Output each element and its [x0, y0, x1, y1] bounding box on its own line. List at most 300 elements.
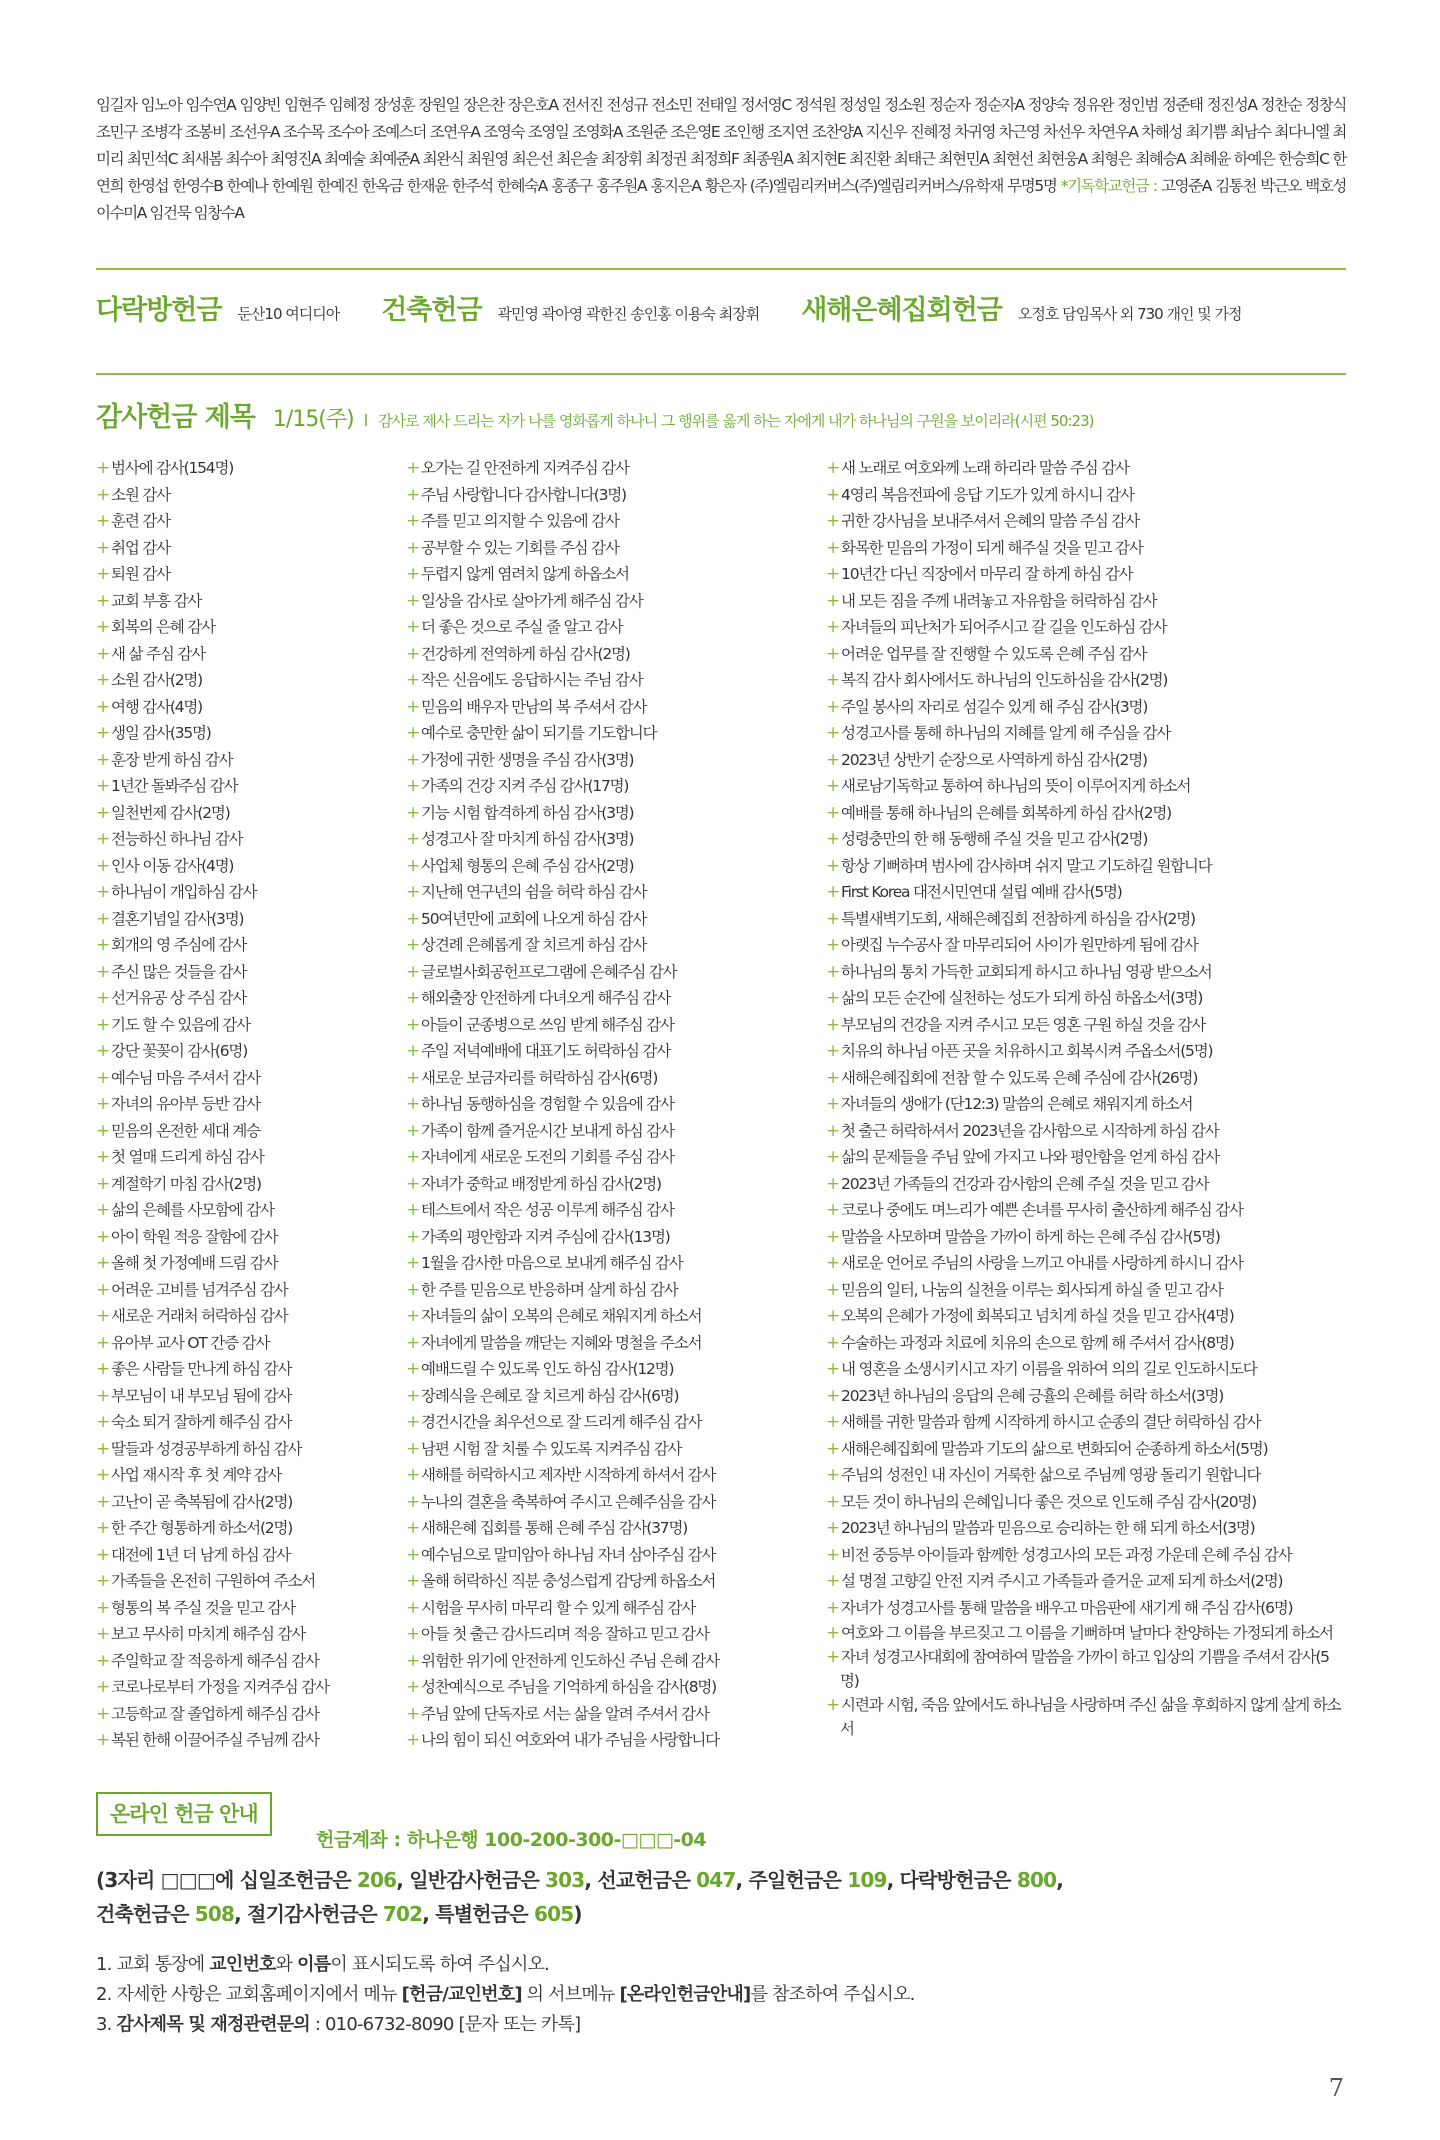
category-title-darakbang: 다락방헌금 [96, 295, 222, 326]
donor-names [96, 92, 1346, 227]
donor-list: 임길자 임노아 임수연A 임양빈 임현주 임혜정 장성훈 장원일 장은찬 장은호A 전서진 전성규 전소민 전태일 정서영C 정석원 정성일 정소원 정순자 정순자A 정양숙 정유완 정인범 정준태 정진성A 정찬순 정창식 조민구 조병각 조봉비 조선우A 조수목 조수아 조예스더 조연우A 조영숙 조영일 조영화A 조원준 조은영E 조인행 조지연 조찬양A 지신우 진혜정 차귀영 차근영 차선우 차연우A 차해성 최기쁨 최남수 최다니엘 최미리 최민석C 최새봄 최수아 최영진A 최예술 최예준A 최완식 최원영 최은선 최은솔 최장휘 최정권 최정희F 최종원A 최지현E 최진환 최태근 최현민A 최현선 최현웅A 최형은 최혜승A 최혜윤 하예은 한승희C 한연희 한영섭 한영수B 한예나 한예원 한예진 한옥금 한재윤 한주석 한혜숙A 홍종구 홍주원A 홍지은A 황은자 (주)엘림리커버스(주)엘림리커버스/유학재 무명5명 [96, 96, 1346, 195]
thanks-item-text: 두렵지 않게 염려치 않게 하옵소서 [421, 565, 629, 583]
plus-icon: + [96, 1518, 110, 1538]
plus-icon: + [826, 696, 840, 717]
thanks-item [826, 1409, 1346, 1436]
plus-icon: + [406, 1465, 420, 1485]
plus-icon: + [826, 802, 840, 823]
thanks-item [406, 482, 806, 509]
thanks-item-text: 성경고사를 통해 하나님의 지혜를 알게 해 주심을 감사 [841, 724, 1171, 742]
thanks-item [406, 1462, 806, 1489]
thanks-item [826, 1330, 1346, 1357]
plus-icon: + [96, 1624, 110, 1644]
thanks-item [96, 694, 386, 721]
thanks-item-text: First Korea 대전시민연대 설립 예배 감사(5명) [841, 883, 1122, 901]
thanks-item-text: 자녀들의 생애가 (단12:3) 말씀의 은혜로 채워지게 하소서 [841, 1095, 1193, 1113]
thanks-item [406, 1330, 806, 1357]
plus-icon: + [96, 1438, 110, 1459]
plus-icon: + [96, 670, 110, 690]
thanks-item-text: 코로나로부터 가정을 지켜주심 감사 [111, 1678, 329, 1696]
plus-icon: + [826, 1147, 840, 1167]
thanks-item [406, 1356, 806, 1383]
plus-icon: + [406, 1306, 420, 1326]
thanks-item [96, 1462, 386, 1489]
thanks-item [96, 1277, 386, 1304]
thanks-item-text: 자녀에게 새로운 도전의 기회를 주심 감사 [421, 1148, 674, 1166]
codes-text: 건축헌금은 [96, 1902, 195, 1926]
thanks-item [826, 720, 1346, 747]
thanks-item [96, 932, 386, 959]
thanks-item-text: 자녀들의 피난처가 되어주시고 갈 길을 인도하심 감사 [841, 618, 1167, 636]
note-item: 2. 자세한 사항은 교회홈페이지에서 메뉴 [헌금/교인번호] 의 서브메뉴 [온라인헌금안내]를 참조하여 주십시오. [96, 1984, 915, 2005]
thanks-item-text: 10년간 다닌 직장에서 마무리 잘 하게 하심 감사 [841, 565, 1133, 583]
plus-icon: + [826, 1226, 840, 1247]
thanks-item-text: 취업 감사 [111, 538, 170, 557]
thanks-item-text: 퇴원 감사 [111, 565, 170, 583]
thanks-item-text: 오복의 은혜가 가정에 회복되고 넘치게 하실 것을 믿고 감사(4명) [841, 1307, 1234, 1325]
plus-icon: + [826, 643, 840, 664]
plus-icon: + [96, 749, 110, 770]
thanks-item-text: 믿음의 온전한 세대 계승 [111, 1121, 260, 1140]
plus-icon: + [826, 1279, 840, 1300]
plus-icon: + [96, 1571, 110, 1591]
thanks-item-text: 주일학교 잘 적응하게 해주심 감사 [111, 1651, 319, 1670]
thanks-item [826, 1038, 1346, 1065]
thanks-item-text: 기도 할 수 있음에 감사 [111, 1015, 250, 1034]
thanks-item [406, 535, 806, 562]
thanks-item-text: 남편 시험 잘 치룰 수 있도록 지켜주심 감사 [421, 1439, 682, 1458]
thanks-item-text: 시련과 시험, 죽음 앞에서도 하나님을 사랑하며 주신 삶을 후회하지 않게 살게 하소서 [840, 1696, 1341, 1738]
thanks-item [406, 1303, 806, 1330]
thanks-item [96, 1330, 386, 1357]
thanks-item [826, 985, 1346, 1012]
thanks-item [96, 482, 386, 509]
plus-icon: + [96, 1067, 110, 1088]
thanks-item [96, 720, 386, 747]
thanks-item [826, 1462, 1346, 1489]
thanks-item [826, 482, 1346, 509]
thanks-item-text: 주를 믿고 의지할 수 있음에 감사 [421, 512, 619, 530]
thanks-item-text: 교회 부흥 감사 [111, 591, 202, 610]
thanks-item [96, 959, 386, 986]
plus-icon: + [96, 696, 110, 717]
plus-icon: + [826, 1120, 840, 1141]
code-building: 508 [194, 1902, 235, 1926]
thanks-item [96, 614, 386, 641]
thanks-item-text: 올해 허락하신 직분 충성스럽게 감당케 하옵소서 [421, 1572, 716, 1590]
thanks-item-text: 예수님으로 말미암아 하나님 자녀 삼아주심 감사 [421, 1545, 716, 1564]
thanks-item [826, 1693, 1346, 1741]
thanks-item-text: 회복의 은혜 감사 [111, 618, 215, 636]
thanks-item-text: 주일 봉사의 자리로 섬길수 있게 해 주심 감사(3명) [841, 697, 1148, 716]
plus-icon: + [96, 961, 110, 982]
thanks-item [406, 1568, 806, 1595]
thanks-item-text: 가족들을 온전히 구원하여 주소서 [111, 1572, 316, 1590]
thanks-item [96, 1383, 386, 1410]
thanks-item [96, 1171, 386, 1198]
plus-icon: + [406, 723, 420, 743]
thanks-item-text: 여호와 그 이름을 부르짖고 그 이름을 기뻐하며 날마다 찬양하는 가정되게 하소서 [841, 1624, 1333, 1642]
thanks-item-text: 예수님 마음 주셔서 감사 [111, 1068, 260, 1087]
thanks-item-text: 지난해 연구년의 쉼을 허락 하심 감사 [421, 883, 647, 901]
thanks-item-text: 좋은 사람들 만나게 하심 감사 [111, 1360, 292, 1378]
plus-icon: + [96, 1332, 110, 1353]
plus-icon: + [826, 749, 840, 770]
thanks-item-text: 화목한 믿음의 가정이 되게 해주실 것을 믿고 감사 [841, 538, 1143, 557]
plus-icon: + [826, 1438, 840, 1459]
plus-icon: + [826, 617, 840, 637]
plus-icon: + [406, 1094, 420, 1114]
thanks-item [96, 985, 386, 1012]
plus-icon: + [406, 1253, 420, 1273]
thanks-item-text: 아랫집 누수공사 잘 마무리되어 사이가 원만하게 됨에 감사 [841, 936, 1198, 954]
thanks-item [406, 641, 806, 668]
thanks-item-text: 하나님이 개입하심 감사 [111, 883, 257, 901]
plus-icon: + [406, 1226, 420, 1247]
plus-icon: + [96, 1041, 110, 1061]
plus-icon: + [826, 988, 840, 1008]
thanks-item [406, 1489, 806, 1516]
thanks-item-text: 장례식을 은혜로 잘 치르게 하심 감사(6명) [421, 1386, 679, 1405]
thanks-item-text: 삶의 은혜를 사모함에 감사 [111, 1201, 274, 1219]
thanks-item [826, 1197, 1346, 1224]
thanks-item-text: 누나의 결혼을 축복하여 주시고 은혜주심을 감사 [421, 1492, 716, 1511]
thanks-item-text: 나의 힘이 되신 여호와여 내가 주님을 사랑합니다 [421, 1731, 719, 1749]
thanks-item-text: 2023년 상반기 순장으로 사역하게 하심 감사(2명) [841, 750, 1147, 769]
thanks-item [406, 1250, 806, 1277]
thanks-item-text: 내 영혼을 소생시키시고 자기 이름을 위하여 의의 길로 인도하시도다 [841, 1360, 1257, 1378]
thanks-item-text: 자녀 성경고사대회에 참여하여 말씀을 가까이 하고 입상의 기쁨을 주셔서 감사(5명) [840, 1648, 1329, 1690]
plus-icon: + [826, 484, 840, 505]
thanks-item-text: 위험한 위기에 안전하게 인도하신 주님 은혜 감사 [421, 1651, 719, 1670]
plus-icon: + [406, 988, 420, 1008]
thanks-item [406, 455, 806, 482]
thanks-item [406, 1038, 806, 1065]
plus-icon: + [406, 1412, 420, 1432]
plus-icon: + [826, 1491, 840, 1512]
plus-icon: + [96, 1306, 110, 1326]
thanks-item [826, 1436, 1346, 1463]
code-seasonal: 702 [382, 1902, 423, 1926]
thanks-list-column-3 [826, 455, 1346, 1741]
thanks-item [406, 720, 806, 747]
plus-icon: + [96, 1147, 110, 1167]
thanks-item-text: 코로나 중에도 며느리가 예쁜 손녀를 무사히 출산하게 해주심 감사 [841, 1201, 1243, 1219]
plus-icon: + [826, 1571, 840, 1591]
thanks-item-text: 1년간 돌봐주심 감사 [111, 777, 238, 795]
thanks-item [406, 667, 806, 694]
thanks-item-text: 작은 신음에도 응답하시는 주님 감사 [421, 671, 643, 689]
thanks-item-text: 믿음의 일터, 나눔의 실천을 이루는 회사되게 하실 줄 믿고 감사 [841, 1280, 1223, 1299]
thanks-item [96, 1409, 386, 1436]
thanks-item [826, 1356, 1346, 1383]
thanks-verse: 감사로 제사 드리는 자가 나를 영화롭게 하나니 그 행위를 옳게 하는 자에게 내가 하나님의 구원을 보이리라(시편 50:23) [378, 412, 1094, 430]
thanks-item [826, 1250, 1346, 1277]
thanks-item [96, 1674, 386, 1701]
thanks-title: 감사헌금 제목 [96, 402, 255, 433]
plus-icon: + [406, 1014, 420, 1035]
plus-icon: + [406, 1332, 420, 1353]
plus-icon: + [826, 537, 840, 558]
thanks-item [826, 1224, 1346, 1251]
plus-icon: + [406, 829, 420, 849]
plus-icon: + [96, 1359, 110, 1379]
thanks-item [406, 985, 806, 1012]
plus-icon: + [96, 882, 110, 902]
codes-text: , 다락방헌금은 [886, 1868, 1017, 1892]
thanks-item [826, 1065, 1346, 1092]
thanks-item [96, 1091, 386, 1118]
thanks-item-text: 강단 꽃꽂이 감사(6명) [111, 1042, 248, 1060]
thanks-item-text: 예배드릴 수 있도록 인도 하심 감사(12명) [421, 1360, 674, 1378]
thanks-item [826, 1542, 1346, 1569]
thanks-item [406, 1091, 806, 1118]
plus-icon: + [826, 1518, 840, 1538]
thanks-item [96, 1489, 386, 1516]
thanks-item [96, 853, 386, 880]
plus-icon: + [826, 1465, 840, 1485]
codes-text: (3자리 □□□에 십일조헌금은 [96, 1868, 357, 1892]
thanks-item [96, 1356, 386, 1383]
plus-icon: + [96, 723, 110, 743]
plus-icon: + [826, 1041, 840, 1061]
thanks-item [96, 535, 386, 562]
thanks-item-text: 어려운 고비를 넘겨주심 감사 [111, 1280, 288, 1299]
plus-icon: + [96, 643, 110, 664]
thanks-item-text: 말씀을 사모하며 말씀을 가까이 하게 하는 은혜 주심 감사(5명) [841, 1227, 1220, 1246]
thanks-item [96, 1701, 386, 1728]
thanks-item-text: 치유의 하나님 아픈 곳을 치유하시고 회복시켜 주옵소서(5명) [841, 1042, 1213, 1060]
thanks-item-text: 글로벌사회공헌프로그램에 은혜주심 감사 [421, 962, 677, 981]
thanks-item [826, 1091, 1346, 1118]
plus-icon: + [406, 1703, 420, 1724]
thanks-item-text: 자녀의 유아부 등반 감사 [111, 1095, 260, 1113]
thanks-item-text: 새해은혜 집회를 통해 은혜 주심 감사(37명) [421, 1519, 688, 1537]
plus-icon: + [826, 1695, 840, 1715]
plus-icon: + [406, 564, 420, 584]
code-thanks: 303 [545, 1868, 585, 1892]
thanks-item [826, 853, 1346, 880]
thanks-item [406, 1197, 806, 1224]
thanks-item [406, 1436, 806, 1463]
thanks-item [826, 667, 1346, 694]
thanks-header [96, 395, 1356, 434]
thanks-item [826, 455, 1346, 482]
plus-icon: + [406, 1597, 420, 1618]
plus-icon: + [96, 1014, 110, 1035]
thanks-item [96, 588, 386, 615]
codes-text: , [1056, 1868, 1064, 1892]
plus-icon: + [406, 776, 420, 796]
plus-icon: + [406, 1385, 420, 1406]
thanks-item-text: 테스트에서 작은 성공 이루게 해주심 감사 [421, 1201, 674, 1219]
thanks-item-text: 유아부 교사 OT 간증 감사 [111, 1333, 270, 1352]
category-title-building: 건축헌금 [381, 295, 482, 326]
plus-icon: + [826, 1200, 840, 1220]
thanks-item [96, 800, 386, 827]
thanks-item [96, 1595, 386, 1622]
plus-icon: + [96, 1465, 110, 1485]
plus-icon: + [406, 511, 420, 531]
thanks-item [96, 455, 386, 482]
plus-icon: + [406, 1624, 420, 1644]
codes-text: , 절기감사헌금은 [234, 1902, 383, 1926]
thanks-item-text: 첫 열매 드리게 하심 감사 [111, 1148, 264, 1166]
thanks-item [826, 1383, 1346, 1410]
plus-icon: + [406, 1730, 420, 1750]
thanks-item-text: 아들 첫 출근 감사드리며 적응 잘하고 믿고 감사 [421, 1625, 709, 1643]
plus-icon: + [96, 1279, 110, 1300]
thanks-item-text: 회개의 영 주심에 감사 [111, 936, 247, 954]
plus-icon: + [826, 1067, 840, 1088]
thanks-item-text: 새 삶 주심 감사 [111, 644, 205, 663]
thanks-item-text: 새해은혜집회에 전참 할 수 있도록 은혜 주심에 감사(26명) [841, 1068, 1198, 1087]
plus-icon: + [406, 749, 420, 770]
thanks-item-text: 고난이 곧 축복됨에 감사(2명) [111, 1492, 293, 1511]
thanks-item [406, 959, 806, 986]
plus-icon: + [826, 1173, 840, 1194]
thanks-item [96, 1118, 386, 1145]
thanks-item-text: 사업체 형통의 은혜 주심 감사(2명) [421, 856, 634, 875]
plus-icon: + [406, 1491, 420, 1512]
thanks-item [826, 1621, 1346, 1645]
plus-icon: + [826, 829, 840, 849]
plus-icon: + [96, 484, 110, 505]
thanks-item-text: 특별새벽기도회, 새해은혜집회 전참하게 하심을 감사(2명) [841, 909, 1195, 928]
plus-icon: + [406, 882, 420, 902]
plus-icon: + [96, 1385, 110, 1406]
plus-icon: + [406, 961, 420, 982]
thanks-item-text: 공부할 수 있는 기회를 주심 감사 [421, 538, 619, 557]
thanks-item-text: 올해 첫 가정예배 드림 감사 [111, 1254, 278, 1272]
thanks-item [826, 694, 1346, 721]
thanks-item [96, 1224, 386, 1251]
thanks-item-text: 한 주를 믿음으로 반응하며 살게 하심 감사 [421, 1280, 678, 1299]
thanks-item-text: 한 주간 형통하게 하소서(2명) [111, 1519, 293, 1537]
plus-icon: + [406, 643, 420, 664]
plus-icon: + [96, 458, 110, 478]
thanks-item [826, 535, 1346, 562]
thanks-item [826, 1645, 1346, 1693]
plus-icon: + [826, 511, 840, 531]
offering-account: 헌금계좌 : 하나은행 100-200-300-□□□-04 [316, 1829, 707, 1851]
thanks-item [826, 932, 1346, 959]
online-offering-label: 온라인 헌금 안내 [96, 1792, 272, 1836]
plus-icon: + [96, 935, 110, 955]
plus-icon: + [406, 1438, 420, 1459]
thanks-item [96, 826, 386, 853]
thanks-item-text: 삶의 문제들을 주님 앞에 가지고 나와 평안함을 얻게 하심 감사 [841, 1148, 1219, 1166]
plus-icon: + [96, 1173, 110, 1194]
thanks-item [406, 932, 806, 959]
code-sunday: 109 [847, 1868, 887, 1892]
plus-icon: + [96, 617, 110, 637]
thanks-item-text: 믿음의 배우자 만남의 복 주셔서 감사 [421, 697, 647, 716]
thanks-item-text: 사업 재시작 후 첫 계약 감사 [111, 1466, 282, 1484]
plus-icon: + [826, 1359, 840, 1379]
thanks-item-text: 일천번제 감사(2명) [111, 803, 230, 822]
category-names-newyear: 오정호 담임목사 외 730 개인 및 가정 [1017, 305, 1242, 323]
thanks-item-text: 성찬예식으로 주님을 기억하게 하심을 감사(8명) [421, 1678, 716, 1696]
thanks-item-text: 모든 것이 하나님의 은혜입니다 좋은 것으로 인도해 주심 감사(20명) [841, 1492, 1256, 1511]
thanks-item [406, 508, 806, 535]
divider [96, 373, 1346, 375]
thanks-item-text: 주님 앞에 단독자로 서는 삶을 알려 주셔서 감사 [421, 1704, 709, 1723]
thanks-item [406, 773, 806, 800]
thanks-item [406, 826, 806, 853]
thanks-item-text: 4영리 복음전파에 응답 기도가 있게 하시니 감사 [841, 485, 1134, 504]
plus-icon: + [96, 1412, 110, 1432]
thanks-item [826, 1171, 1346, 1198]
plus-icon: + [406, 1359, 420, 1379]
plus-icon: + [826, 590, 840, 611]
plus-icon: + [826, 1332, 840, 1353]
plus-icon: + [96, 776, 110, 796]
plus-icon: + [826, 961, 840, 982]
thanks-item [96, 1648, 386, 1675]
thanks-item [406, 1118, 806, 1145]
thanks-item-text: 생일 감사(35명) [111, 724, 211, 742]
thanks-item [826, 508, 1346, 535]
thanks-item-text: 첫 출근 허락하셔서 2023년을 감사함으로 시작하게 하심 감사 [841, 1121, 1219, 1140]
thanks-item [406, 1144, 806, 1171]
plus-icon: + [406, 1173, 420, 1194]
thanks-item [406, 1701, 806, 1728]
plus-icon: + [96, 1650, 110, 1671]
thanks-item [826, 1012, 1346, 1039]
plus-icon: + [96, 537, 110, 558]
thanks-item-text: 자녀에게 말씀을 깨닫는 지혜와 명철을 주소서 [421, 1333, 702, 1352]
plus-icon: + [96, 1094, 110, 1114]
thanks-item [826, 747, 1346, 774]
thanks-item-text: 전능하신 하나님 감사 [111, 830, 243, 848]
thanks-item [826, 773, 1346, 800]
note-item: 1. 교회 통장에 교인번호와 이름이 표시되도록 하여 주십시오. [96, 1954, 550, 1975]
thanks-item-text: 내 모든 짐을 주께 내려놓고 자유함을 허락하심 감사 [841, 591, 1157, 610]
thanks-item-text: 선거유공 상 주심 감사 [111, 989, 247, 1007]
thanks-item-text: 아이 학원 적응 잘함에 감사 [111, 1227, 278, 1246]
plus-icon: + [96, 855, 110, 876]
thanks-item [826, 1144, 1346, 1171]
thanks-item-text: 범사에 감사(154명) [111, 459, 234, 477]
plus-icon: + [826, 1306, 840, 1326]
plus-icon: + [826, 1014, 840, 1035]
plus-icon: + [826, 882, 840, 902]
note-item: 3. 감사제목 및 재정관련문의 : 010-6732-8090 [문자 또는 카톡] [96, 2014, 581, 2035]
thanks-item-text: 어려운 업무를 잘 진행할 수 있도록 은혜 주심 감사 [841, 644, 1147, 663]
thanks-item [96, 747, 386, 774]
thanks-item-text: 경건시간을 최우선으로 잘 드리게 해주심 감사 [421, 1413, 702, 1431]
thanks-item-text: 복직 감사 회사에서도 하나님의 인도하심을 감사(2명) [841, 671, 1168, 689]
thanks-item-text: 하나님 동행하심을 경험할 수 있음에 감사 [421, 1095, 674, 1113]
thanks-item-text: 아들이 군종병으로 쓰임 받게 해주심 감사 [421, 1015, 674, 1034]
thanks-item [96, 1436, 386, 1463]
thanks-item-text: 가정에 귀한 생명을 주심 감사(3명) [421, 750, 634, 769]
plus-icon: + [826, 855, 840, 876]
thanks-item [406, 800, 806, 827]
plus-icon: + [96, 511, 110, 531]
plus-icon: + [406, 484, 420, 505]
thanks-item-text: 2023년 하나님의 말씀과 믿음으로 승리하는 한 해 되게 하소서(3명) [841, 1519, 1255, 1537]
codes-text: , 일반감사헌금은 [396, 1868, 546, 1892]
plus-icon: + [826, 670, 840, 690]
thanks-item-text: 주일 저녁예배에 대표기도 허락하심 감사 [421, 1042, 671, 1060]
thanks-item-text: 1월을 감사한 마음으로 보내게 해주심 감사 [421, 1254, 683, 1272]
thanks-item-text: 새로남기독학교 통하여 하나님의 뜻이 이루어지게 하소서 [841, 777, 1191, 795]
thanks-item [96, 773, 386, 800]
thanks-item-text: 일상을 감사로 살아가게 해주심 감사 [421, 591, 643, 610]
thanks-item [826, 959, 1346, 986]
